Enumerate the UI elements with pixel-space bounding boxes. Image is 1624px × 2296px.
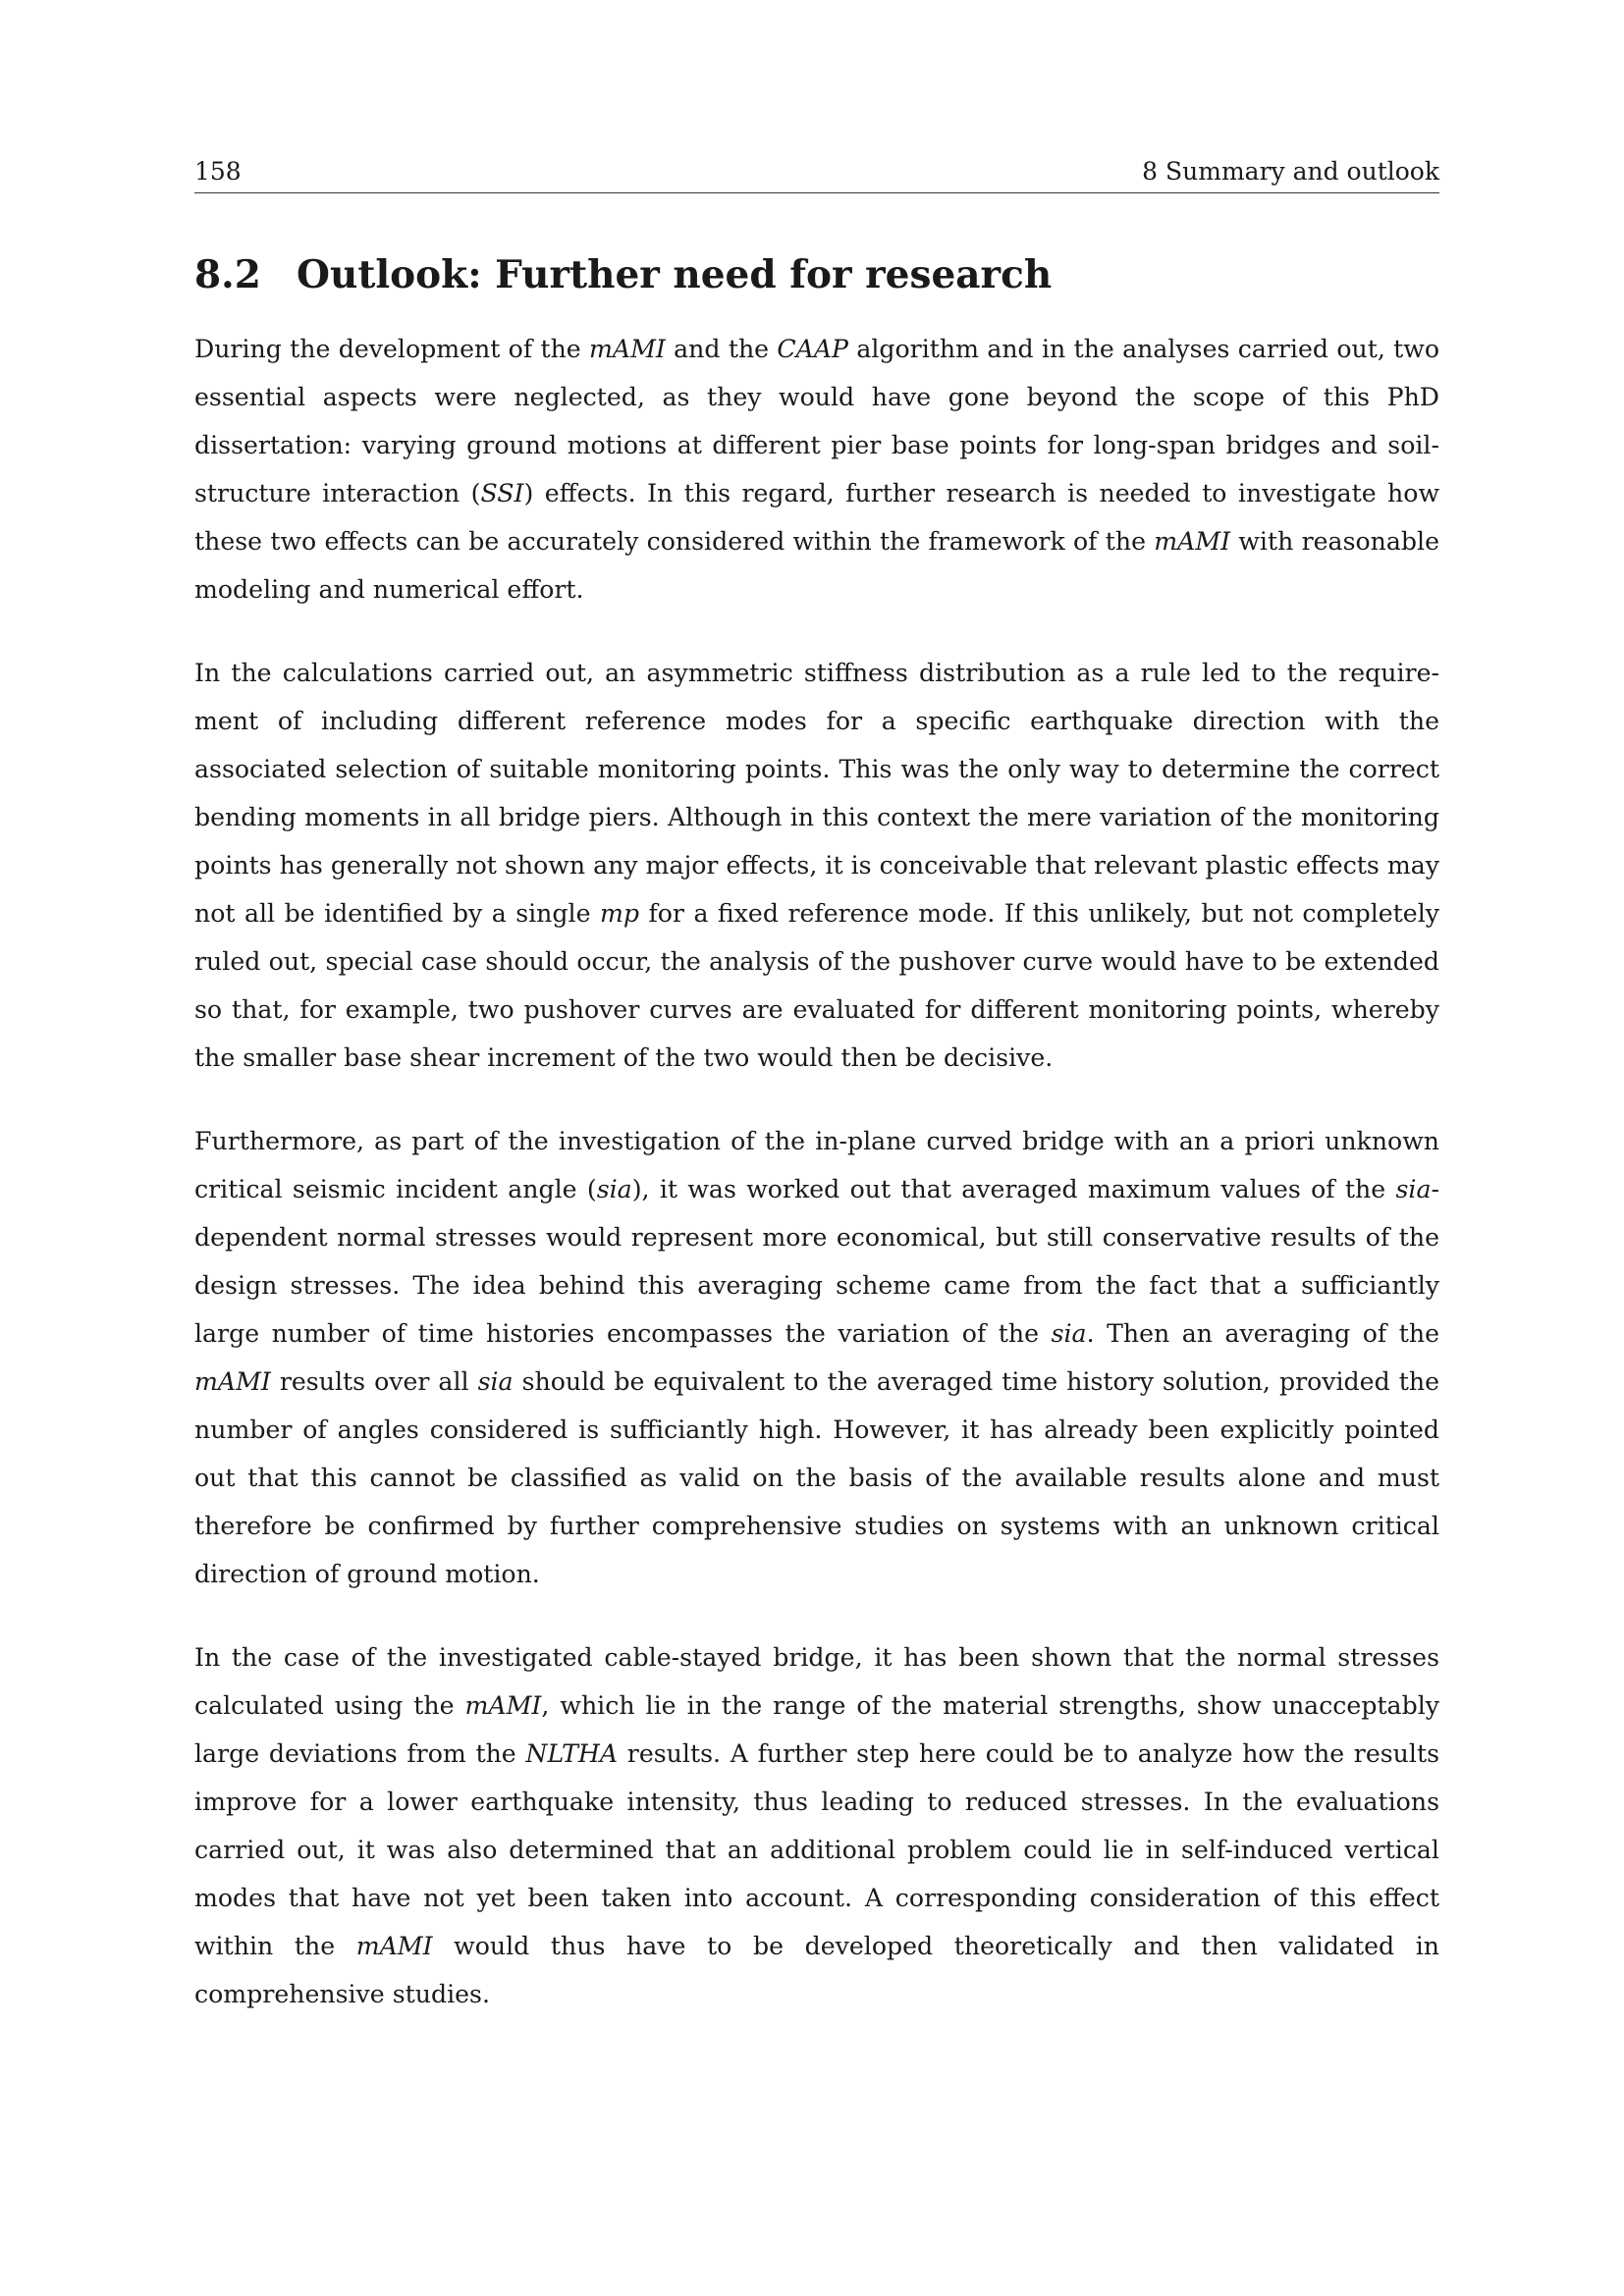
text-run: should be equivalent to the averaged time history solution, provided the number of angles considered is sufficiantly high. However, it has already been explicitly pointed out that this cannot be classified as valid on the basis of the available results alone and must therefore be confirmed by further comprehensive studies on systems with an unknown critical direction of ground motion. (194, 1367, 1439, 1588)
text-run: for a fixed reference mode. If this unlikely, but not completely ruled out, special case should occur, the analysis of the pushover curve would have to be extended so that, for example, two pushover curves are evaluated for different monitoring points, whereby the smaller base shear increment of the two would then be decisive. (194, 899, 1439, 1072)
italic-term: sia (596, 1175, 632, 1203)
italic-term: mp (599, 899, 639, 928)
italic-term: SSI (480, 479, 524, 507)
text-run: ) effects. In this regard, further research is needed to investigate how these two effects can be accurately considered within the framework of the (194, 479, 1440, 556)
section-heading (194, 252, 1439, 297)
italic-term: sia (1395, 1175, 1432, 1203)
italic-term: mAMI (194, 1367, 271, 1396)
italic-term: CAAP (777, 335, 849, 363)
text-run: , which lie in the range of the material strengths, show unacceptably large deviations from the (194, 1691, 1439, 1768)
italic-term: mAMI (464, 1691, 542, 1720)
paragraph-2 (194, 649, 1439, 1082)
text-run: would thus have to be developed theoretically and then validated in comprehensive studies. (194, 1932, 1440, 2008)
italic-term: mAMI (589, 335, 666, 363)
text-run: and the (665, 335, 778, 363)
document-page (194, 157, 1439, 2018)
paragraph-3 (194, 1117, 1439, 1598)
section-title: Outlook: Further need for research (297, 252, 1053, 297)
text-run: results. A further step here could be to analyze how the results improve for a lower earthquake intensity, thus leading to reduced stresses. In the evaluations carried out, it was also determined that an additional problem could lie in self-induced vertical modes that have not yet been taken into account. A corresponding consideration of this effect within the (194, 1739, 1439, 1960)
text-run: with reasonable modeling and numerical effort. (194, 527, 1439, 604)
chapter-title: 8 Summary and outlook (1142, 157, 1439, 186)
running-header (194, 157, 1439, 193)
text-run: . Then an averaging of the (1086, 1319, 1439, 1348)
text-run: Furthermore, as part of the investigation of the in-plane curved bridge with an a priori unknown critical seismic incident angle ( (194, 1127, 1439, 1203)
paragraph-1 (194, 325, 1439, 614)
text-run: algorithm and in the analyses carried out, two essential aspects were neglected, as they would have gone beyond the scope of this PhD dissertation: varying ground motions at different pier base points for long-span bridges and soil-structure interaction ( (194, 335, 1439, 507)
text-run: During the development of the (194, 335, 590, 363)
italic-term: mAMI (355, 1932, 433, 1960)
text-run: ), it was worked out that averaged maximum values of the (631, 1175, 1396, 1203)
italic-term: sia (1051, 1319, 1087, 1348)
italic-term: sia (477, 1367, 514, 1396)
text-run: results over all (270, 1367, 478, 1396)
page-number: 158 (194, 157, 242, 186)
text-run: In the case of the investigated cable-stayed bridge, it has been shown that the normal stresses calculated using the (194, 1643, 1439, 1720)
text-run: -dependent normal stresses would represent more economical, but still conservative results of the design stresses. The idea behind this averaging scheme came from the fact that a sufficiantly large number of time histories encompasses the variation of the (194, 1175, 1440, 1348)
text-run: In the calculations carried out, an asymmetric stiffness distribution as a rule led to the requirement of including different reference modes for a specific earthquake direction with the associated selection of suitable monitoring points. This was the only way to determine the correct bending moments in all bridge piers. Although in this context the mere variation of the monitoring points has generally not shown any major effects, it is conceivable that relevant plastic effects may not all be identified by a single (194, 659, 1439, 928)
section-number: 8.2 (194, 252, 261, 297)
italic-term: mAMI (1154, 527, 1231, 556)
italic-term: NLTHA (525, 1739, 619, 1768)
paragraph-4 (194, 1633, 1439, 2018)
